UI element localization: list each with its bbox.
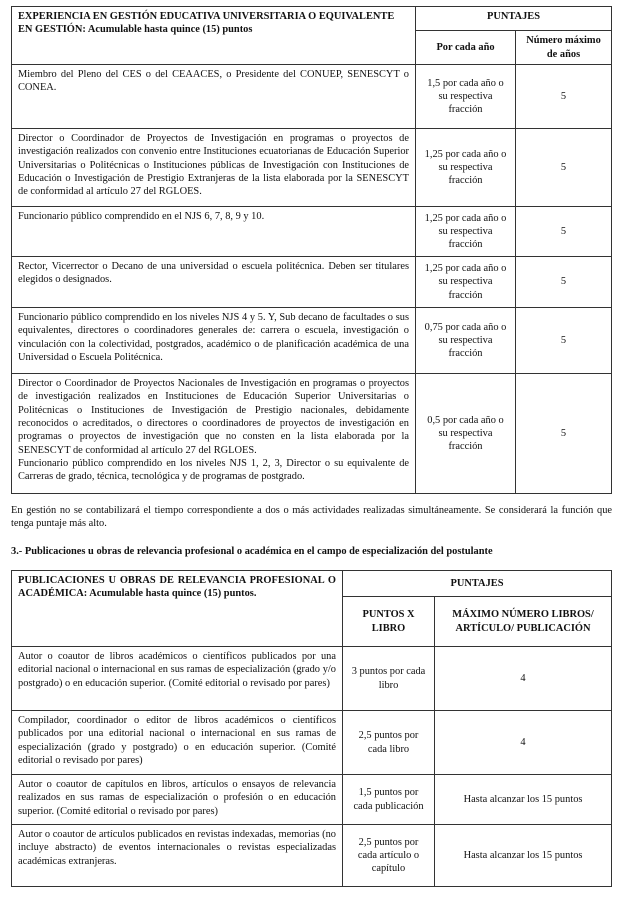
row-description: Rector, Vicerrector o Decano de una universidad o escuela politécnica. Deben ser titulares elegidos o designados.	[12, 257, 416, 308]
row-description-part-2: Funcionario público comprendido en los niveles NJS 1, 2, 3, Director o su equivalente de Carreras de grado, técnica, tecnológica y de programas de postgrado.	[18, 457, 409, 483]
row-max: 5	[516, 207, 612, 257]
row-description: Funcionario público comprendido en el NJS 6, 7, 8, 9 y 10.	[12, 207, 416, 257]
table-row	[12, 711, 612, 775]
row-max: 5	[516, 65, 612, 129]
table-row	[12, 129, 612, 207]
puntajes-header: PUNTAJES	[343, 571, 612, 597]
gestion-note: En gestión no se contabilizará el tiempo correspondiente a dos o más actividades realizadas simultáneamente. Se considerará la función que tenga puntaje más alto.	[11, 505, 612, 530]
row-por-ano: 1,5 por cada año o su respectiva fracción	[416, 65, 516, 129]
row-description: Compilador, coordinador o editor de libros académicos o científicos publicados por una editorial nacional o internacional en sus ramas de especialización (grado y postgrado) o en educación superior. (Comité editorial o revisado por pares)	[12, 711, 343, 775]
row-por-ano: 1,25 por cada año o su respectiva fracción	[416, 257, 516, 308]
table-row	[12, 207, 612, 257]
row-por-ano: 1,25 por cada año o su respectiva fracción	[416, 129, 516, 207]
row-por-ano: 0,75 por cada año o su respectiva fracción	[416, 308, 516, 374]
col-puntos-header: PUNTOS X LIBRO	[343, 597, 435, 647]
row-description: Autor o coautor de artículos publicados en revistas indexadas, memorias (no incluye abstracto) de eventos internacionales o revistas especializadas académicas extranjeras.	[12, 825, 343, 887]
row-puntos: 3 puntos por cada libro	[343, 647, 435, 711]
table-row	[12, 65, 612, 129]
row-por-ano: 0,5 por cada año o su respectiva fracción	[416, 374, 516, 494]
table-row	[12, 374, 612, 494]
table-row	[12, 308, 612, 374]
row-description: Autor o coautor de capítulos en libros, artículos o ensayos de relevancia realizados en sus ramas de especialización o profesión o en educación superior. (Comité editorial o revisado por pares)	[12, 775, 343, 825]
row-max: 4	[435, 647, 612, 711]
puntajes-header: PUNTAJES	[416, 7, 612, 31]
row-max: 5	[516, 257, 612, 308]
row-max: Hasta alcanzar los 15 puntos	[435, 775, 612, 825]
table-row	[12, 775, 612, 825]
row-description: Funcionario público comprendido en los niveles NJS 4 y 5. Y, Sub decano de facultades o sus equivalentes, directores o coordinadores generales de: carrera o escuela, investigación o vinculación con la colectividad, postgrados, académico o de planificación académica de una Universidad o Escuela Politécnica.	[12, 308, 416, 374]
gestion-table-title: EXPERIENCIA EN GESTIÓN EDUCATIVA UNIVERSITARIA O EQUIVALENTE EN GESTIÓN: Acumulable hasta quince (15) puntos	[12, 7, 416, 65]
row-puntos: 2,5 puntos por cada libro	[343, 711, 435, 775]
col-por-ano-header: Por cada año	[416, 31, 516, 65]
col-maximo-header: MÁXIMO NÚMERO LIBROS/ ARTÍCULO/ PUBLICACIÓN	[435, 597, 612, 647]
row-description	[12, 374, 416, 494]
row-description-part-1: Director o Coordinador de Proyectos Nacionales de Investigación en programas o proyectos de investigación realizados en Instituciones de Educación Superior Universitarias o Politécnicas o Instituciones de Investigación de Prestigio nacionales, debidamente reconocidos o acreditados, o directores o coordinadores de proyectos de investigación en programas o proyectos de investigación que no consten en la lista elaborada por la SENESCYT de conformidad al artículo 27 del RGLOES.	[18, 378, 409, 456]
row-por-ano: 1,25 por cada año o su respectiva fracción	[416, 207, 516, 257]
row-puntos: 1,5 puntos por cada publicación	[343, 775, 435, 825]
table-row	[12, 825, 612, 887]
row-max: 5	[516, 374, 612, 494]
col-numero-max-header: Número máximo de años	[516, 31, 612, 65]
row-max: 4	[435, 711, 612, 775]
section-3-heading: 3.- Publicaciones u obras de relevancia profesional o académica en el campo de especialización del postulante	[11, 546, 493, 557]
publicaciones-table-title: PUBLICACIONES U OBRAS DE RELEVANCIA PROFESIONAL O ACADÉMICA: Acumulable hasta quince (15) puntos.	[12, 571, 343, 647]
row-puntos: 2,5 puntos por cada artículo o capítulo	[343, 825, 435, 887]
row-description: Director o Coordinador de Proyectos de Investigación en programas o proyectos de investigación realizados con convenio entre Instituciones ecuatorianas de Educación Superior Universitarias o Politécnicas o Instituciones públicas de Investigación con Instituciones de Educación o Investigación de Prestigio Extranjeras de la lista elaborada por la SENESCYT de conformidad al artículo 27 del RGLOES.	[12, 129, 416, 207]
table-row	[12, 647, 612, 711]
gestion-table	[11, 6, 612, 494]
row-max: 5	[516, 308, 612, 374]
row-max: 5	[516, 129, 612, 207]
row-description: Autor o coautor de libros académicos o científicos publicados por una editorial nacional o internacional en sus ramas de especialización (grado y/o postgrado) o en educación superior. (Comité editorial o revisado por pares)	[12, 647, 343, 711]
table-row	[12, 257, 612, 308]
row-max: Hasta alcanzar los 15 puntos	[435, 825, 612, 887]
publicaciones-table	[11, 570, 612, 887]
row-description: Miembro del Pleno del CES o del CEAACES, o Presidente del CONUEP, SENESCYT o CONEA.	[12, 65, 416, 129]
